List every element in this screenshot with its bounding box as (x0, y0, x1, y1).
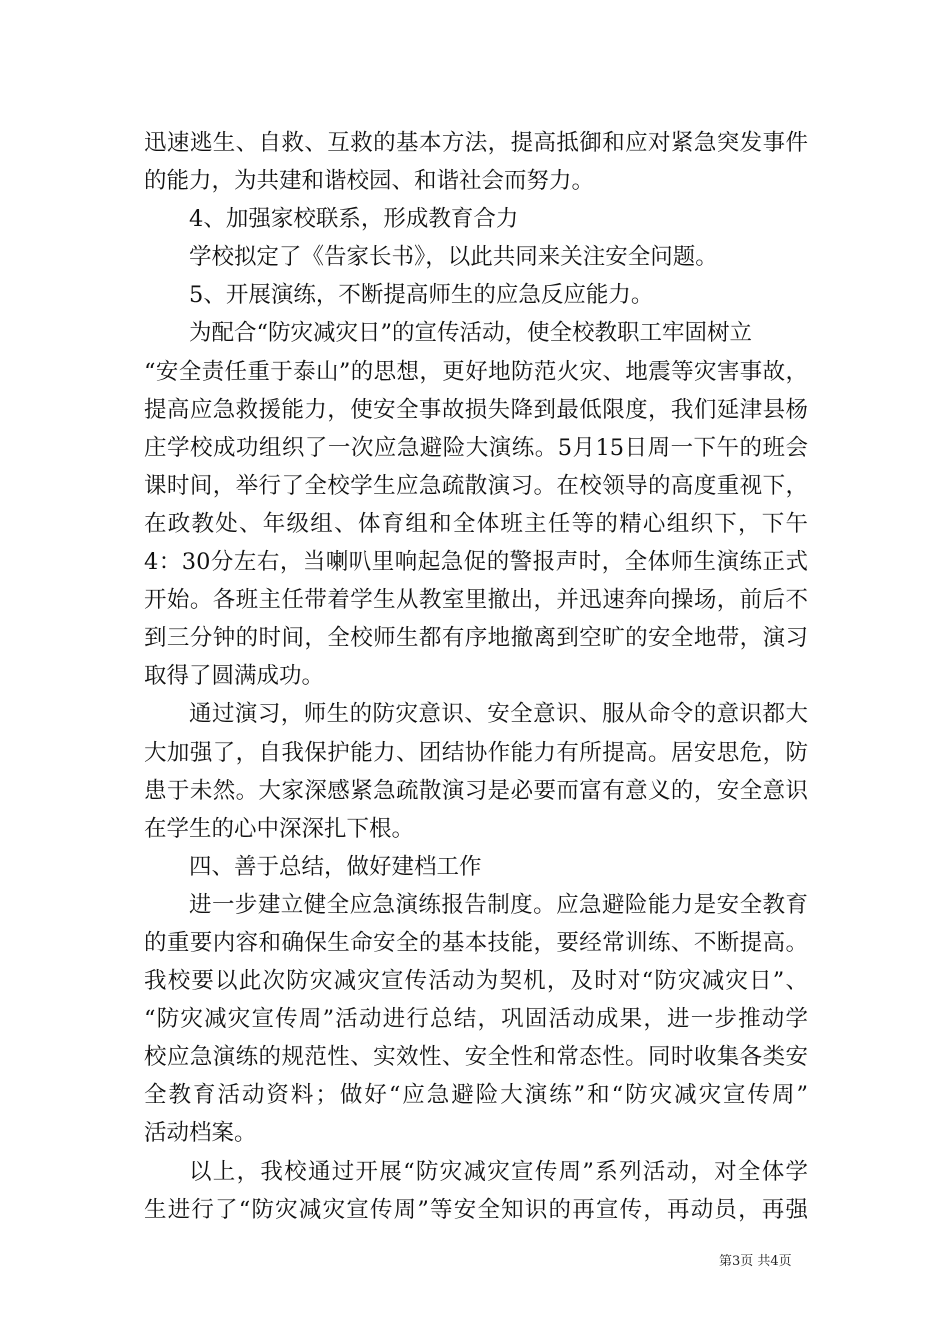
text-line: 学校拟定了《告家长书》，以此共同来关注安全问题。 (189, 244, 718, 271)
text-line: 5、开展演练，不断提高师生的应急反应能力。 (189, 282, 654, 309)
text-line: “防灾减灾宣传周”活动进行总结，巩固活动成果，进一步推动学 (144, 1006, 808, 1033)
text-line: 取得了圆满成功。 (144, 663, 325, 690)
text-line: 在政教处、年级组、体育组和全体班主任等的精心组织下，下午 (144, 510, 808, 537)
text-line: 的重要内容和确保生命安全的基本技能，要经常训练、不断提高。 (144, 929, 808, 956)
text-line: 4、加强家校联系，形成教育合力 (189, 206, 519, 233)
text-line: 的能力，为共建和谐校园、和谐社会而努力。 (144, 168, 595, 195)
text-line: 我校要以此次防灾减灾宣传活动为契机，及时对“防灾减灾日”、 (144, 968, 808, 995)
text-line: 生进行了“防灾减灾宣传周”等安全知识的再宣传，再动员，再强 (144, 1196, 808, 1223)
body-text (144, 124, 808, 1229)
text-line: 开始。各班主任带着学生从教室里撤出，并迅速奔向操场，前后不 (144, 587, 808, 614)
text-line: 校应急演练的规范性、实效性、安全性和常态性。同时收集各类安 (144, 1044, 808, 1071)
text-line: 活动档案。 (144, 1120, 257, 1147)
text-line: 庄学校成功组织了一次应急避险大演练。5月15日周一下午的班会 (144, 434, 808, 461)
text-line: 在学生的心中深深扎下根。 (144, 815, 415, 842)
text-line: 进一步建立健全应急演练报告制度。应急避险能力是安全教育 (189, 891, 808, 918)
text-line: 以上，我校通过开展“防灾减灾宣传周”系列活动，对全体学 (189, 1158, 808, 1185)
text-line: 提高应急救援能力，使安全事故损失降到最低限度，我们延津县杨 (144, 396, 808, 423)
text-line: 全教育活动资料；做好“应急避险大演练”和“防灾减灾宣传周” (144, 1082, 808, 1109)
text-line: 为配合“防灾减灾日”的宣传活动，使全校教职工牢固树立 (189, 320, 753, 347)
text-line: 课时间，举行了全校学生应急疏散演习。在校领导的高度重视下， (144, 472, 808, 499)
text-line: 患于未然。大家深感紧急疏散演习是必要而富有意义的，安全意识 (144, 777, 808, 804)
text-line: 大加强了，自我保护能力、团结协作能力有所提高。居安思危，防 (144, 739, 808, 766)
page-footer: 第3页 共4页 (719, 1254, 792, 1269)
text-line: 通过演习，师生的防灾意识、安全意识、服从命令的意识都大 (189, 701, 808, 728)
text-line: 到三分钟的时间，全校师生都有序地撤离到空旷的安全地带，演习 (144, 625, 808, 652)
text-line: “安全责任重于泰山”的思想，更好地防范火灾、地震等灾害事故， (144, 358, 808, 385)
text-line: 四、善于总结，做好建档工作 (189, 853, 482, 880)
text-line: 迅速逃生、自救、互救的基本方法，提高抵御和应对紧急突发事件 (144, 130, 808, 156)
text-line: 4：30分左右，当喇叭里响起急促的警报声时，全体师生演练正式 (144, 549, 808, 576)
